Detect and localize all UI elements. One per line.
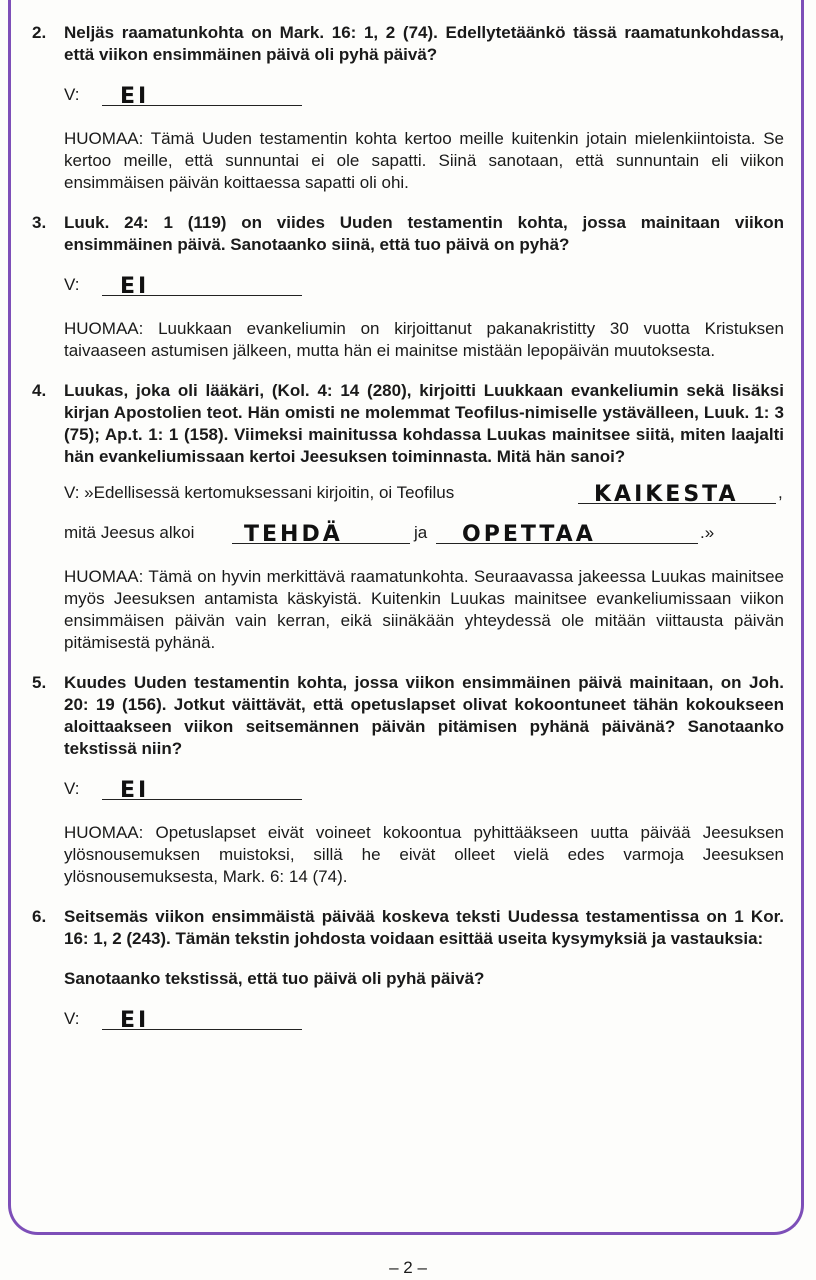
answer-prefix: mitä Jeesus alkoi bbox=[64, 523, 195, 542]
answer-line-2 bbox=[64, 518, 784, 548]
question-text: Luukas, joka oli lääkäri, (Kol. 4: 14 (280), kirjoitti Luukkaan evankeliumin sekä lisäksi kirjan Apostolien teot. Hän omisti ne molemmat Teofilus-nimiselle ystävälleen, Luuk. 1: 3 (75); Ap.t. 1: 1 (158). Viimeksi mainitussa kohdassa Luukas mainitsee siitä, miten laajalti hän evankeliumissaan kertoi Jeesuksen toiminnasta. Mitä hän sanoi? bbox=[64, 381, 784, 466]
note-text: HUOMAA: Luukkaan evankeliumin on kirjoittanut pakanakristitty 30 vuotta Kristuksen taivaaseen astumisen jälkeen, mutta hän ei mainitse mistään lepopäivän muutoksesta. bbox=[64, 319, 784, 360]
note-text: HUOMAA: Tämä Uuden testamentin kohta kertoo meille kuitenkin jotain mielenkiintoista. Se kertoo meille, että sunnuntai ei ole sapatti. Siinä sanotaan, että sunnuntain eli viikon ensimmäisen päivän koittaessa sapatti oli ohi. bbox=[64, 129, 784, 192]
handwritten-answer: KAIKESTA bbox=[594, 482, 739, 507]
answer-label: V: bbox=[64, 779, 80, 798]
answer-label: V: bbox=[64, 1009, 80, 1028]
answer-prefix: V: »Edellisessä kertomuksessani kirjoitin, oi Teofilus bbox=[64, 483, 455, 502]
question-number: 2. bbox=[32, 23, 47, 42]
note-text: HUOMAA: Tämä on hyvin merkittävä raamatunkohta. Seuraavassa jakeessa Luukas mainitsee myös Jeesuksen antamista käskyistä. Kuitenkin Luukas mainitsee evankeliumissaan viikon ensimmäisen päivän vain kerran, eikä siinäkään yhteydessä ole mitään viittausta päivän pitämisestä pyhänä. bbox=[64, 567, 784, 652]
question-2 bbox=[32, 22, 784, 194]
question-number: 6. bbox=[32, 907, 47, 926]
worksheet bbox=[32, 22, 784, 1034]
page-number: – 2 – bbox=[389, 1258, 427, 1277]
handwritten-answer: EI bbox=[120, 1008, 150, 1033]
handwritten-answer: EI bbox=[120, 274, 150, 299]
question-3 bbox=[32, 212, 784, 362]
question-text: Neljäs raamatunkohta on Mark. 16: 1, 2 (74). Edellytetäänkö tässä raamatunkohdassa, että viikon ensimmäinen päivä oli pyhä päivä? bbox=[64, 23, 784, 64]
question-text: Seitsemäs viikon ensimmäistä päivää koskeva teksti Uudessa testamentissa on 1 Kor. 16: 1, 2 (243). Tämän tekstin johdosta voidaan esittää useita kysymyksiä ja vastauksia: bbox=[64, 907, 784, 948]
question-4 bbox=[32, 380, 784, 654]
answer-label: V: bbox=[64, 275, 80, 294]
note-text: HUOMAA: Opetuslapset eivät voineet kokoontua pyhittääkseen uutta päivää Jeesuksen ylösnousemuksen muistoksi, sillä he eivät olleet vielä edes varmoja Jeesuksen ylösnousemuksesta, Mark. 6: 14 (74). bbox=[64, 823, 784, 886]
answer-label: V: bbox=[64, 85, 80, 104]
answer-conjunction: ja bbox=[414, 523, 428, 542]
question-text: Luuk. 24: 1 (119) on viides Uuden testamentin kohta, jossa mainitaan viikon ensimmäinen päivä. Sanotaanko siinä, että tuo päivä on pyhä? bbox=[64, 213, 784, 254]
handwritten-answer: EI bbox=[120, 778, 150, 803]
answer-line-1 bbox=[64, 478, 784, 508]
question-text: Kuudes Uuden testamentin kohta, jossa viikon ensimmäinen päivä mainitaan, on Joh. 20: 19 (156). Jotkut väittävät, että opetuslapset olivat kokoontuneet tähän kokoukseen aloittaakseen viikon seitsemännen päivän pitämisen pyhänä päivänä? Sanotaanko tekstissä niin? bbox=[64, 673, 784, 758]
answer-line bbox=[64, 270, 784, 300]
question-5 bbox=[32, 672, 784, 888]
sub-question: Sanotaanko tekstissä, että tuo päivä oli pyhä päivä? bbox=[64, 969, 485, 988]
answer-line bbox=[64, 1004, 784, 1034]
question-number: 4. bbox=[32, 381, 47, 400]
handwritten-answer: EI bbox=[120, 84, 150, 109]
question-6 bbox=[32, 906, 784, 1034]
answer-line bbox=[64, 774, 784, 804]
handwritten-answer: TEHDÄ bbox=[244, 522, 343, 547]
answer-line bbox=[64, 80, 784, 110]
answer-suffix: .» bbox=[700, 523, 715, 542]
question-number: 3. bbox=[32, 213, 47, 232]
handwritten-answer: OPETTAA bbox=[462, 522, 596, 547]
answer-suffix: , bbox=[778, 483, 783, 502]
question-number: 5. bbox=[32, 673, 47, 692]
